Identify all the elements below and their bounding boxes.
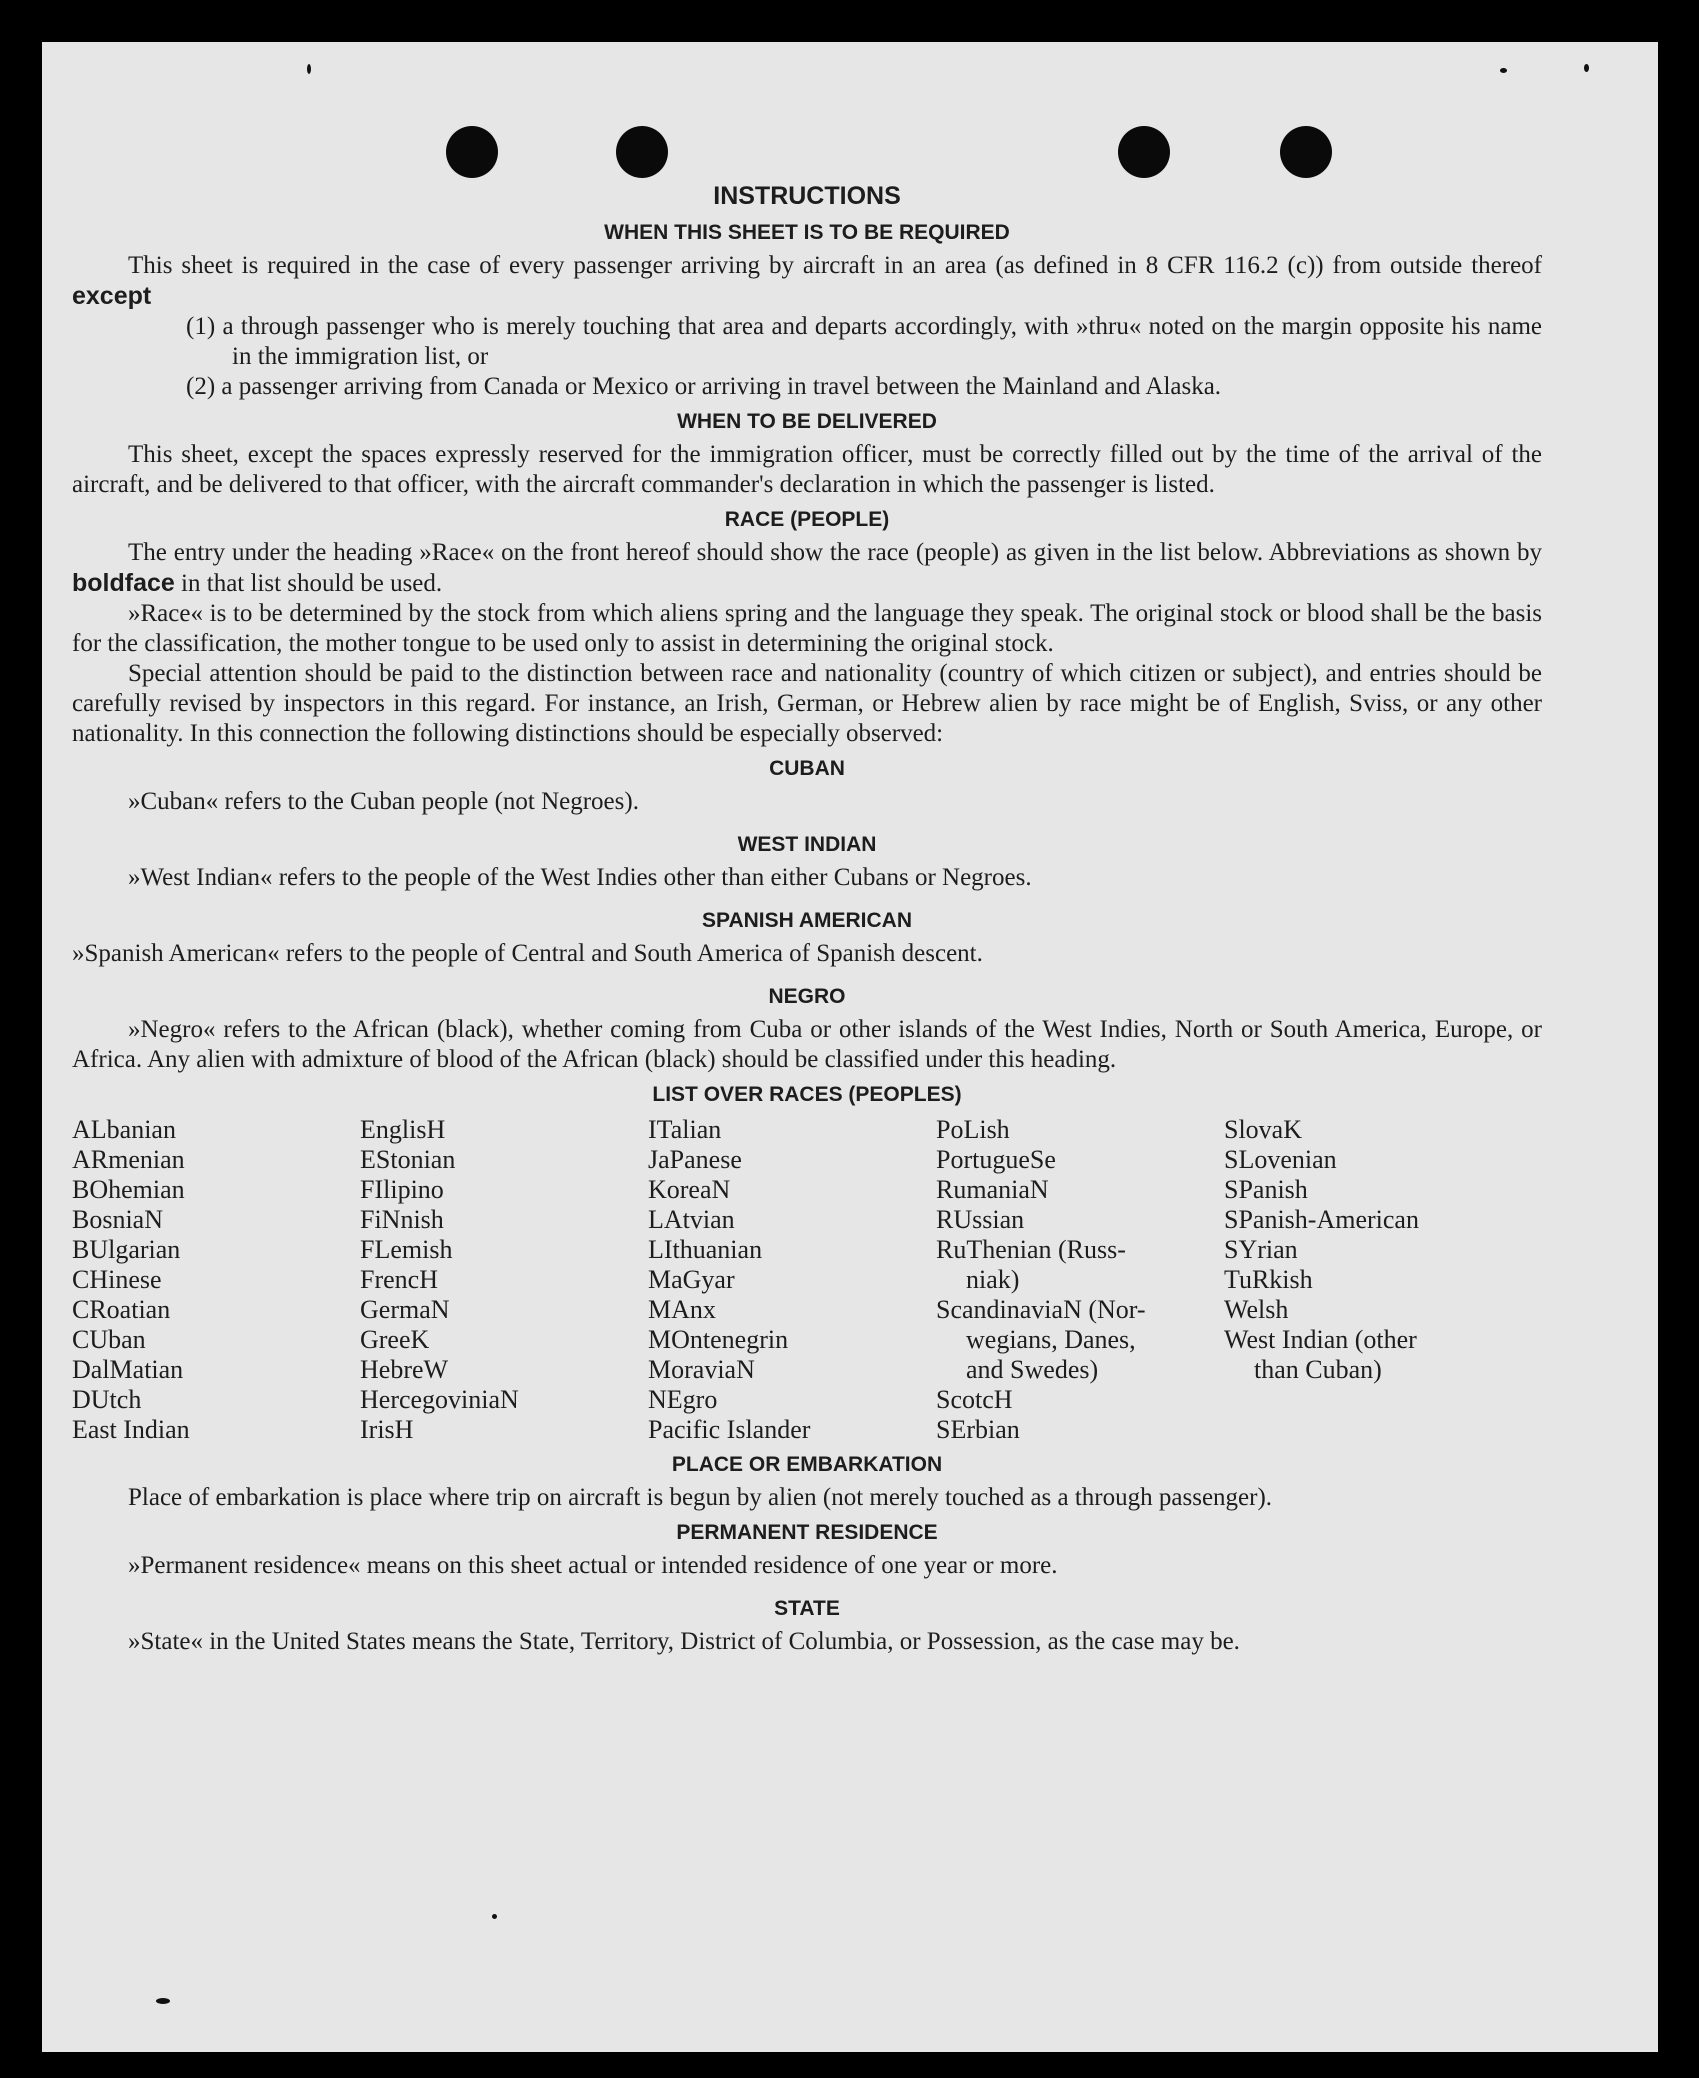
section-heading-spanish-american: SPANISH AMERICAN	[701, 909, 912, 932]
race-item: IrisH	[360, 1415, 414, 1444]
punch-hole	[616, 126, 668, 178]
section-heading-residence: PERMANENT RESIDENCE	[676, 1521, 938, 1544]
race-paragraph-1: The entry under the heading »Race« on the front hereof should show the race (people) as given in the list below. Abbreviations as shown by boldface in that list should be used.	[72, 539, 1542, 597]
race-item: BUlgarian	[72, 1235, 181, 1264]
punch-hole	[1118, 126, 1170, 178]
race-item-continuation: niak)	[966, 1265, 1020, 1294]
races-column-4	[936, 1115, 1224, 1445]
race-item: KoreaN	[648, 1175, 731, 1204]
race-item: East Indian	[72, 1415, 190, 1444]
race-item: NEgro	[648, 1385, 718, 1414]
required-item-2: (2) a passenger arriving from Canada or Mexico or arriving in travel between the Mainland and Alaska.	[186, 373, 1222, 400]
race-item: Welsh	[1224, 1295, 1289, 1324]
negro-text: »Negro« refers to the African (black), whether coming from Cuba or other islands of the West Indies, North or South America, Europe, or Africa. Any alien with admixture of blood of the African (black) should be classified under this heading.	[72, 1016, 1542, 1073]
race-item: SPanish	[1224, 1175, 1308, 1204]
section-heading-cuban: CUBAN	[769, 757, 845, 780]
race-item: CHinese	[72, 1265, 162, 1294]
race-item: GreeK	[360, 1325, 430, 1354]
race-paragraph-3: Special attention should be paid to the distinction between race and nationality (country of which citizen or subject), and entries should be carefully revised by inspectors in this regard. For instance, an Irish, German, or Hebrew alien by race might be of English, Sviss, or any other nationality. In this connection the following distinctions should be especially observed:	[72, 660, 1542, 747]
race-item: FrencH	[360, 1265, 438, 1294]
race-item: SPanish-American	[1224, 1205, 1419, 1234]
race-item: CRoatian	[72, 1295, 171, 1324]
residence-text: »Permanent residence« means on this sheet actual or intended residence of one year or more.	[128, 1552, 1058, 1579]
race-item: EnglisH	[360, 1115, 446, 1144]
state-text: »State« in the United States means the State, Territory, District of Columbia, or Possession, as the case may be.	[128, 1628, 1240, 1655]
cuban-text: »Cuban« refers to the Cuban people (not Negroes).	[128, 788, 639, 815]
race-item: DalMatian	[72, 1355, 184, 1384]
section-heading-embarkation: PLACE OR EMBARKATION	[671, 1453, 943, 1476]
required-text: This sheet is required in the case of every passenger arriving by aircraft in an area (as defined in 8 CFR 116.2 (c)) from outside thereof except	[72, 252, 1542, 310]
race-item: DUtch	[72, 1385, 142, 1414]
race-item: CUban	[72, 1325, 146, 1354]
race-item: FiNnish	[360, 1205, 444, 1234]
race-item: SlovaK	[1224, 1115, 1302, 1144]
speck	[1500, 68, 1507, 73]
race-item-continuation: and Swedes)	[966, 1355, 1099, 1384]
instructions-content	[72, 182, 1542, 1657]
race-item: SYrian	[1224, 1235, 1298, 1264]
section-heading-race: RACE (PEOPLE)	[724, 508, 890, 531]
race-item: BosniaN	[72, 1205, 163, 1234]
race-item: MaGyar	[648, 1265, 735, 1294]
race-item-continuation: than Cuban)	[1254, 1355, 1382, 1384]
west-indian-text: »West Indian« refers to the people of the West Indies other than either Cubans or Negroes.	[128, 864, 1032, 891]
speck	[307, 64, 311, 74]
race-item: LAtvian	[648, 1205, 735, 1234]
section-heading-delivered: WHEN TO BE DELIVERED	[677, 410, 937, 433]
section-heading-required: WHEN THIS SHEET IS TO BE REQUIRED	[604, 221, 1010, 244]
race-item: PortugueSe	[936, 1145, 1056, 1174]
race-item: TuRkish	[1224, 1265, 1313, 1294]
race-item: RumaniaN	[936, 1175, 1049, 1204]
section-heading-state: STATE	[774, 1597, 840, 1620]
race-item: RuThenian (Russ-	[936, 1235, 1126, 1264]
races-column-5	[1224, 1115, 1512, 1445]
embarkation-text: Place of embarkation is place where trip on aircraft is begun by alien (not merely touched as a through passenger).	[128, 1484, 1273, 1511]
race-item: LIthuanian	[648, 1235, 763, 1264]
punch-hole	[446, 126, 498, 178]
race-item: BOhemian	[72, 1175, 185, 1204]
race-item: ScotcH	[936, 1385, 1013, 1414]
race-item: PoLish	[936, 1115, 1010, 1144]
race-item: ARmenian	[72, 1145, 185, 1174]
speck	[492, 1914, 497, 1919]
except-keyword: except	[72, 282, 152, 310]
section-heading-west-indian: WEST INDIAN	[737, 833, 877, 856]
race-item: FIlipino	[360, 1175, 444, 1204]
races-column-2	[360, 1115, 648, 1445]
spanish-american-text: »Spanish American« refers to the people of Central and South America of Spanish descent.	[72, 940, 983, 967]
boldface-keyword: boldface	[72, 569, 175, 597]
race-item: EStonian	[360, 1145, 456, 1174]
race-item: ITalian	[648, 1115, 722, 1144]
races-column-1	[72, 1115, 360, 1445]
races-list	[72, 1115, 1542, 1445]
speck	[156, 1998, 170, 2004]
race-item: MoraviaN	[648, 1355, 755, 1384]
race-item: RUssian	[936, 1205, 1025, 1234]
race-item: HercegoviniaN	[360, 1385, 519, 1414]
section-heading-negro: NEGRO	[768, 985, 846, 1008]
race-item: FLemish	[360, 1235, 453, 1264]
race-item: SLovenian	[1224, 1145, 1337, 1174]
race-item-continuation: wegians, Danes,	[966, 1325, 1136, 1354]
required-item-1: (1) a through passenger who is merely touching that area and departs accordingly, with »thru« noted on the margin opposite his name in the immigration list, or	[186, 313, 1542, 370]
speck	[1584, 64, 1589, 72]
race-item: HebreW	[360, 1355, 449, 1384]
race-item: GermaN	[360, 1295, 450, 1324]
delivered-text: This sheet, except the spaces expressly reserved for the immigration officer, must be correctly filled out by the time of the arrival of the aircraft, and be delivered to that officer, with the aircraft commander's declaration in which the passenger is listed.	[72, 441, 1542, 498]
race-item: West Indian (other	[1224, 1325, 1417, 1354]
races-column-3	[648, 1115, 936, 1445]
race-item: MAnx	[648, 1295, 716, 1324]
race-item: ALbanian	[72, 1115, 176, 1144]
punch-hole	[1280, 126, 1332, 178]
race-item: ScandinaviaN (Nor-	[936, 1295, 1146, 1324]
race-item: SErbian	[936, 1415, 1020, 1444]
race-item: MOntenegrin	[648, 1325, 789, 1354]
race-item: JaPanese	[648, 1145, 742, 1174]
race-paragraph-2: »Race« is to be determined by the stock from which aliens spring and the language they speak. The original stock or blood shall be the basis for the classification, the mother tongue to be used only to assist in determining the original stock.	[72, 600, 1542, 657]
document-title: INSTRUCTIONS	[713, 182, 901, 210]
document-page	[42, 42, 1658, 2052]
section-heading-races-list: LIST OVER RACES (PEOPLES)	[652, 1083, 962, 1106]
race-item: Pacific Islander	[648, 1415, 811, 1444]
